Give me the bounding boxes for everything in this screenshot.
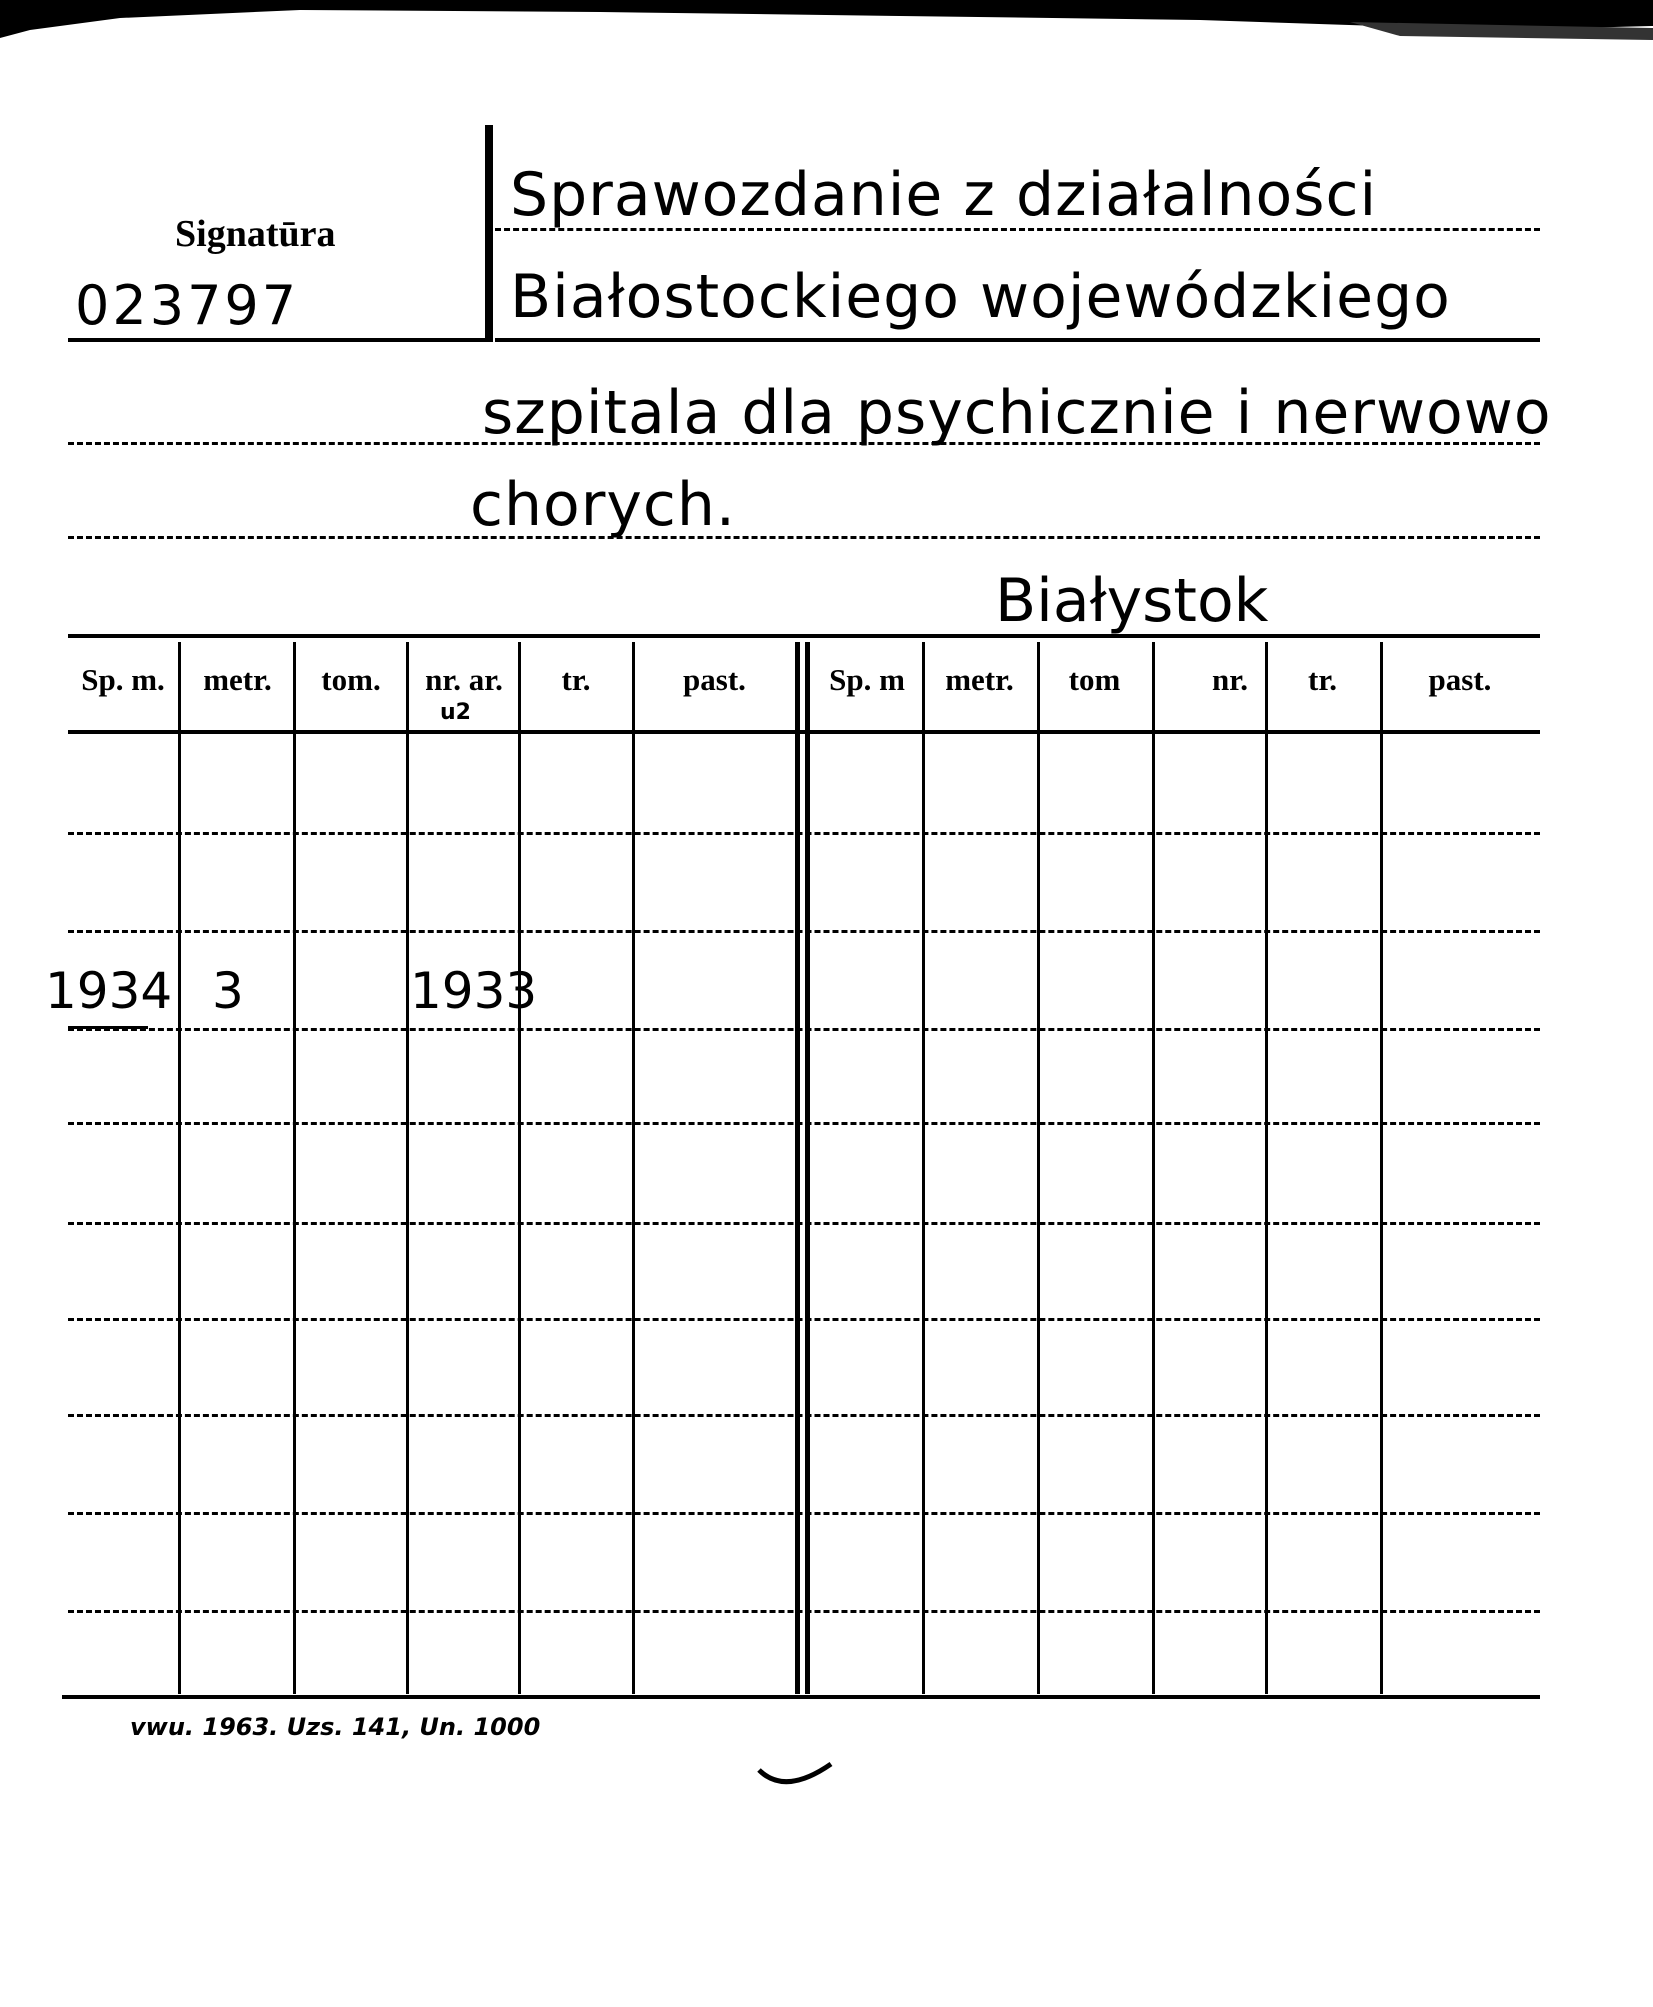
print-note: vwu. 1963. Uzs. 141, Un. 1000 (130, 1713, 541, 1741)
entry-sp-m-underline (68, 1026, 148, 1029)
table-header-rule (68, 730, 1540, 734)
title-line-1: Sprawozdanie z działalności (510, 160, 1378, 230)
row-rule (68, 832, 1540, 835)
title-line-2: Białostockiego wojewódzkiego (510, 262, 1451, 332)
row-rule (68, 1512, 1540, 1515)
signature-number: 023797 (75, 274, 300, 337)
col-line (406, 642, 409, 1694)
title-rule-1 (495, 228, 1540, 231)
title-line-3: szpitala dla psychicznie i nerwowo (482, 378, 1552, 448)
col-line (1152, 642, 1155, 1694)
col-line (632, 642, 635, 1694)
col-line (1265, 642, 1268, 1694)
header-left-metr: metr. (203, 662, 272, 697)
title-line-4: chorych. (470, 470, 736, 540)
center-double-line (805, 642, 810, 1694)
header-left-nr-ar: nr. ar. (425, 662, 503, 697)
signature-label: Signatūra (175, 213, 336, 255)
col-line (1380, 642, 1383, 1694)
col-line (1037, 642, 1040, 1694)
row-rule (68, 1028, 1540, 1031)
header-right-nr: nr. (1212, 662, 1248, 697)
header-nr-ar-note: u2 (440, 700, 471, 725)
header-left-sp-m: Sp. m. (81, 662, 165, 697)
signature-underline (68, 338, 493, 342)
header-right-tr: tr. (1308, 662, 1337, 697)
scan-edge-shadow (0, 0, 1653, 40)
row-rule (68, 930, 1540, 933)
header-right-metr: metr. (945, 662, 1014, 697)
entry-sp-m: 1934 (45, 962, 173, 1020)
col-line (178, 642, 181, 1694)
row-rule (68, 1414, 1540, 1417)
row-rule (68, 1122, 1540, 1125)
header-right-past: past. (1428, 662, 1492, 697)
header-left-past: past. (683, 662, 746, 697)
col-line (922, 642, 925, 1694)
row-rule (68, 1318, 1540, 1321)
header-left-tr: tr. (561, 662, 591, 697)
col-line (518, 642, 521, 1694)
table-bottom-rule (62, 1695, 1540, 1699)
place-name: Białystok (995, 566, 1269, 636)
table-top-rule (68, 634, 1540, 638)
title-rule-4 (68, 536, 1540, 539)
header-left-tom: tom. (321, 662, 381, 697)
title-rule-3 (68, 442, 1540, 445)
entry-metr: 3 (212, 962, 244, 1020)
title-rule-2 (495, 338, 1540, 342)
row-rule (68, 1610, 1540, 1613)
curve-mark (755, 1760, 835, 1800)
title-separator (485, 125, 493, 340)
header-right-sp-m: Sp. m (829, 662, 905, 697)
entry-nr-ar: 1933 (410, 962, 538, 1020)
col-line (293, 642, 296, 1694)
row-rule (68, 1222, 1540, 1225)
header-right-tom: tom (1068, 662, 1121, 697)
center-double-line (795, 642, 800, 1694)
